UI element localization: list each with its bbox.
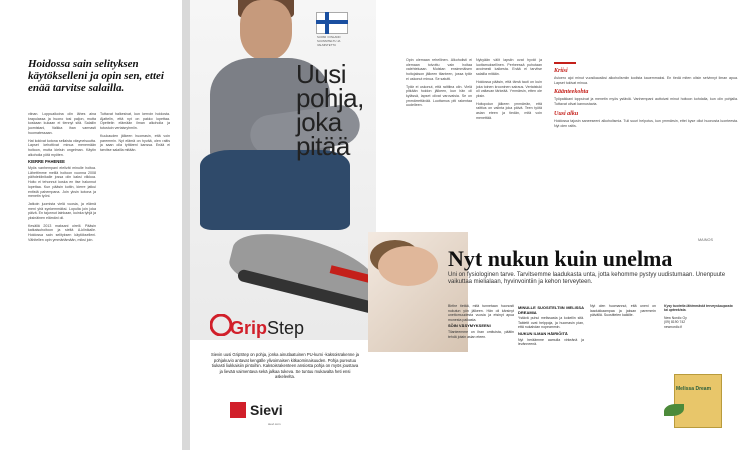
center-text-4: Hoidossa pääsin, että tämä tauti on kuin joka toinen krooninen sairaus. Vertaistuki oli valtavan tärkeää. Ymmärsin, etten ole yksin. — [476, 79, 542, 98]
left-column-2 — [100, 112, 170, 153]
flag-cross-v — [325, 12, 329, 34]
body-text-5: Kuukauden jälkeen huomasin, että voin paremmin. Nyt elämä on hyvää, olen raitis ja saan olla tyttäreni kanssa. Enää ei tarvitse salailla mitään. — [100, 133, 170, 152]
flag-text: SUOMI / FINLAND SUUNNITELTU JA VALMISTETTU — [317, 35, 341, 47]
center-text-1: Opin olemaan rehellinen. Alkoholisti ei olemaan toivottu vain hoitaa valehteluaan. Muistan ensimmäisen hoitojakson jälkeen tilanteen, jossa tytär ei uskonut minua. Se satutti. — [406, 58, 472, 81]
sleep-hdr-3: NUKUN ILMAN HÄIRIÖITÄ — [518, 330, 568, 336]
aside-box — [554, 62, 738, 128]
sleep-hdr-1: SÖIN VÄSYMYKSEENI — [448, 323, 491, 329]
man-photo — [190, 0, 376, 340]
jeans-shape — [200, 150, 350, 230]
right-page — [190, 0, 738, 450]
aside-section-2: Käänteekohta — [554, 89, 589, 96]
brand-phone: (09) 8190 742 — [664, 320, 686, 325]
sleep-ad-subtitle: Uni on fysiologinen tarve. Tarvitsemme laadukasta unta, jotta kehomme pystyy uudistumaan. Unenpuute vaikuttaa mielialaan, hyvinvointiin ja kehon terveyteen. — [448, 272, 726, 285]
intro-text: viinan. Loppuaikoina olin lähes aina krapulassa ja huono tosi paljon, mutta koskaan kukaan ei tiennyt sitä. Salailin juomistani, Valkka ihan varmasti huomatessaan. — [28, 112, 96, 135]
body-text-2: Jatkoin juomista vielä vuosia, ja elämä meni yhä synkemmäksi. Lopulta join joka päivä. En tajunnut lainkaan, kuinka tyhjä ja yksinäinen elämäni oli. — [28, 201, 96, 221]
sleep-col-2 — [518, 304, 584, 347]
pullquote: Hoidossa sain selityksen käytökselleni ja opin sen, ettei enää tarvitse salailla. — [28, 58, 164, 94]
sievi-logo-icon — [230, 402, 246, 418]
sievi-wordmark: Sievi — [250, 402, 283, 418]
product-box-body — [674, 374, 722, 428]
body-text-3: Kesällä 2013 maksani oireili. Pääsin katkaisuhoitoon ja sieltä A-klinikalle. Hoidossa sain selityksen käytökselleni. Vähitellen opin ymmärtämään, miksi join. — [28, 223, 96, 242]
product-question: Kysy tuotetta lähimmästä terveyskaupasta tai apteekista. — [664, 304, 733, 313]
left-page — [0, 0, 182, 450]
sleep-text-2b: Nyt heräämme aamulla virkeänä ja levänneenä. — [518, 337, 584, 347]
sleeping-face — [378, 246, 438, 286]
sleep-col-1 — [448, 304, 514, 339]
center-text-3: Nykyään välit lapsiin ovat hyvät ja luottamuksellinen. Perheessä puhutaan avoimesti kaikesta. Enää ei tarvitse salailla mitään. — [476, 58, 542, 77]
aside-text-2: Työpaikkani loppuivat ja menetin myös ystäviä. Vanhempani auttoivat minut hoitoon kohdalla, kun olin pohjalla. Tuttavat olivat kannustavia. — [554, 97, 738, 107]
left-column-1 — [28, 112, 96, 243]
red-rule — [554, 62, 576, 64]
aside-section-1: Kriisi — [554, 68, 568, 74]
sleep-text-3: Nyt olen huomannut, että uneni on laadukkaampaa ja jaksan paremmin päivällä. Suosittelen kaikille. — [590, 304, 656, 318]
aside-text-1: Avioero ajoi minut vuosikausiksi alkoholismiin kodista kauemmaksi. En tiedä miten olisin selvinnyt ilman apua. Lapset tukivat minua. — [554, 76, 738, 85]
center-column-1 — [406, 58, 472, 108]
brand-web: newnordic.fi — [664, 324, 683, 329]
center-text-5: Hoitopolun jälkeen ymmärrän, että raittius on valinta joka päivä. Teen työtä asian eteen ja tiedän, mitä voin menettää. — [476, 101, 542, 120]
aside-text-3: Hoidossa tajusin saneeseeni alkoholismia. Tuli suuri helpotus, kun ymmärsin, ettei kyse ollut huonosta luonteesta. Nyt olen raitis. — [554, 118, 738, 128]
face-shape — [240, 0, 292, 60]
product-package — [664, 344, 734, 436]
center-text-2: Tytär ei uskonut, että raittiina olin. Vielä pitkään hoidon jälkeen, kun hän oli kylässä, lapset olivat varovaisia. Se on ymmärrettävää. Luottamus piti rakentaa uudelleen. — [406, 84, 472, 108]
ad-copy: Sievin uusi GripStep on pohja, jonka ainutlaatuinen PU-kumi -kaksoisrakenne ja pohjakuvio antavat kengälle ylivoimaisen kitkaominaisuuden. Pohja pureutuu tiukasti liukkaisiin pintoihin. Kaksoisrakenteen ansiosta pohja on myös joustava ja lievää vaimentava sekä jalkaa tukeva. Se tuntuu mukavalta heti ensi askeleelta. — [210, 352, 360, 380]
sleep-ad-title: Nyt nukun kuin unelma — [448, 246, 673, 271]
sleep-text-1: Birthe tietää, mitä tunnetaan huonosti nukutun yön jälkeen. Hän oli kärsinyt unettomuudesta vuosia ja etsinyt apua monesta paikasta. — [448, 304, 514, 322]
aside-section-3: Uusi alku — [554, 110, 579, 117]
gripstep-wordmark: GripStep — [230, 318, 305, 338]
sievi-url: sievi.com — [268, 422, 281, 426]
sleep-text-2: Ystävä puhui melissasta ja kokeilin sitä. Tabletit ovat helppoja, ja huomasin pian, että nukahdan nopeammin. — [518, 316, 584, 330]
intro-text-2: Hat kokivat kotona sellaista väsyneisuutta. Lapset kehottivat minua menemään hoitoon, mutta kielsin ongelman. Käytin alkoholia yötä myöten. — [28, 138, 96, 157]
sleep-text-1b: Tilanteemme on ihan omituista, päätin tehdä jotain asian eteen. — [448, 329, 514, 339]
flag-cross-h — [316, 20, 348, 24]
sleep-advert — [368, 232, 738, 450]
center-column-2 — [476, 58, 542, 120]
sleep-col-3 — [590, 304, 656, 318]
sleep-hdr-2: MINULLE SUOSITELTIIN MELISSA DREAMIA — [518, 305, 584, 315]
gripstep-logo-icon — [210, 314, 232, 336]
section-header: KIERRE PAHENEE — [28, 159, 65, 165]
body-text-4: Tuttavat halkesivat, kun kerroin hoidosta. Ajattelin, että nyt on pakko lopettaa. Opettelin elämään ilman alkoholia ja tutustuin vertaisryhmiin. — [100, 112, 170, 131]
brand-name: New Nordic Oy — [664, 315, 687, 320]
advert-label: MAINOS — [698, 238, 713, 242]
product-name: Melissa Dream — [676, 386, 712, 392]
ad-headline: Uusi pohja, joka pitää — [296, 59, 364, 161]
product-info — [664, 304, 734, 329]
body-text-1: Myös vanhempani elelivät minulle hoitoa. Lähettimme meillä hoitoon vuonna 2008 päihdeklinikalle jossa olin kaksi viikkoa. Hoito ei tehonnut koska en itse halunnut lopettaa. Kun pääsin kotiin, kierre jatkui entistä pahempana. Join yksin kotona ja menetin työni. — [28, 166, 96, 199]
